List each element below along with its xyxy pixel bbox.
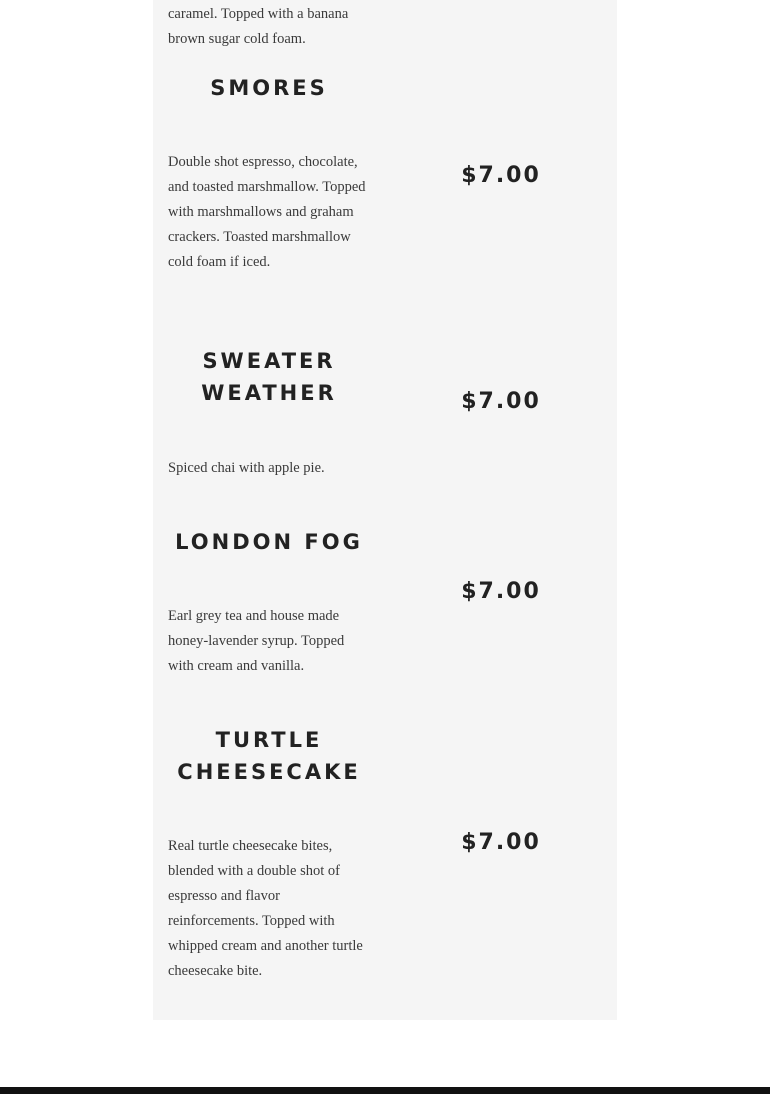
menu-item-price-turtle-cheesecake: $7.00 [461, 830, 541, 855]
menu-item-description-smores: Double shot espresso, chocolate, and toasted marshmallow. Topped with marshmallows and graham crackers. Toasted marshmallow cold foam if iced. [168, 154, 366, 270]
menu-item-title-turtle-cheesecake: TURTLE CHEESECAKE [177, 728, 361, 784]
menu-item-price-london-fog: $7.00 [461, 579, 541, 604]
previous-item-description: caramel. Topped with a banana brown sugar cold foam. [168, 6, 349, 47]
menu-item-price-smores: $7.00 [461, 163, 541, 188]
menu-item-title-smores: SMORES [210, 76, 328, 100]
menu-item-title-sweater-weather: SWEATER WEATHER [201, 349, 337, 405]
menu-card [153, 0, 617, 1020]
menu-item-description-sweater-weather: Spiced chai with apple pie. [168, 460, 325, 476]
menu-item-description-turtle-cheesecake: Real turtle cheesecake bites, blended with a double shot of espresso and flavor reinforcements. Topped with whipped cream and another turtle cheesecake bite. [168, 838, 363, 979]
menu-item-title-london-fog: LONDON FOG [175, 530, 363, 554]
footer-bar [0, 1087, 770, 1094]
menu-item-description-london-fog: Earl grey tea and house made honey-lavender syrup. Topped with cream and vanilla. [168, 608, 345, 674]
menu-item-price-sweater-weather: $7.00 [461, 389, 541, 414]
